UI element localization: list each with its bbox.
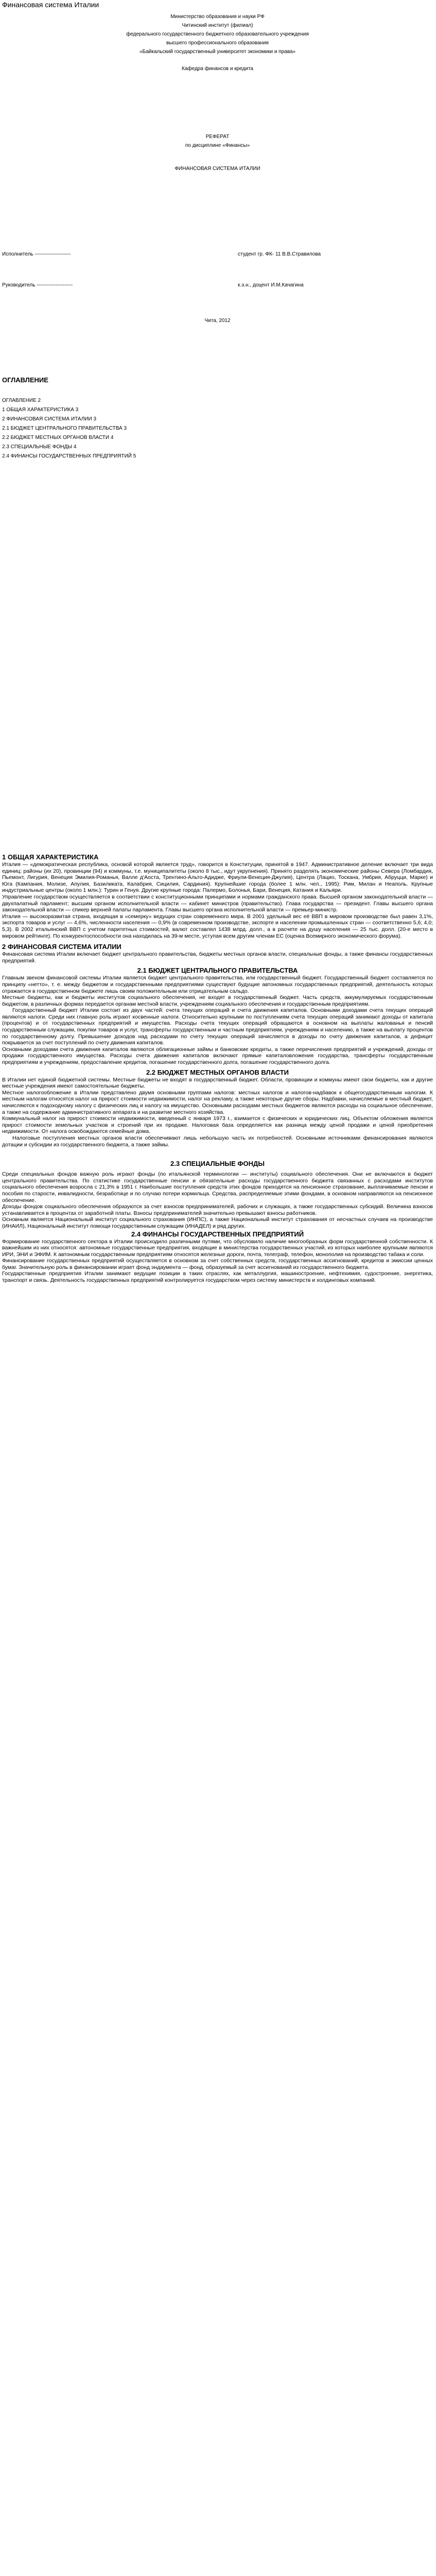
toc-header: ОГЛАВЛЕНИЕ — [2, 376, 48, 384]
section-local-budgets — [2, 1068, 433, 1148]
paragraph: Финансовая система Италии включает бюджет центрального правительства, бюджеты местных органов власти, специальные фонды, а также финансы государственных предприятий. — [2, 951, 433, 964]
section-special-funds — [2, 1159, 433, 1229]
subsection-heading: 2.2 БЮДЖЕТ МЕСТНЫХ ОРГАНОВ ВЛАСТИ — [146, 1068, 289, 1076]
paragraph: Доходы фондов социального обеспечения образуются за счет взносов предпринимателей, рабочих и служащих, а также государственных субсидий. Величина взносов устанавливается в процентах от заработной платы. Взносы предпринимателей значительно превышают взносы работников. — [2, 1204, 433, 1216]
paragraph: Налоговые поступления местных органов власти обеспечивают лишь небольшую часть их потребностей. Основными источниками финансирования являются дотации и субсидии из государственного бюджета, а также займы. — [2, 1134, 433, 1148]
doc-type: РЕФЕРАТ — [205, 134, 230, 140]
paragraph: Италия — высокоразвитая страна, входящая в «семерку» ведущих стран современного мира. В 2001 удельный вес её ВВП в мировом производстве был равен 3,1%, экспорта товаров и услуг — 4,6%, численности населения — 0,9% (в современном производстве, экспорте и населении промышленных стран — соответственно 5,6; 4,0; 5,3). В 2002 итальянский ВВП с учетом паритетных стоимостей, валют составлял 1438 млрд. долл., а в расчете на душу населения — 25 тыс. долл. (20-е место в мировом рейтинге). По конкурентоспособности она находилась на 39-м месте, уступая всем другим членам ЕС (оценка Всемирного экономического форума). — [2, 913, 433, 939]
performer-row — [2, 250, 433, 259]
table-of-contents — [2, 376, 433, 461]
agency-line: федерального государственного бюджетного образовательного учреждения — [126, 31, 309, 37]
toc-item[interactable]: 2.3 СПЕЦИАЛЬНЫЕ ФОНДЫ 4 — [2, 444, 77, 450]
toc-item[interactable]: ОГЛАВЛЕНИЕ 2 — [2, 398, 41, 403]
paragraph: Среди специальных фондов важную роль играют фонды (по итальянской терминологии — институты) социального обеспечения. Они не включаются в бюджет центрального правительства. По статистике государственные пенсии и обязательные расходы государственного бюджета связанных с расходами институтов социального обеспечения возросла с 21,3% в 1951 г. Наибольшие поступления средств этих фондов приходятся на пенсионное страхование, выплачиваемые пенсии и пособия по старости, инвалидности, безработице и по случаю потери кормильца. Средства, распределяемые этими фондами, в основном направляются на пенсионное обеспечение. — [2, 1171, 433, 1204]
city-year: Чита, 2012 — [204, 318, 231, 324]
paragraph: Коммунальный налог на прирост стоимости недвижимости, введенный с января 1973 г., взимается с физических и юридических лиц. Объектом обложения является прирост стоимости земельных участков и строений при их продаже. Налоговая база определяется как разница между ценой продажи и ценой приобретения недвижимости. От налога освобождаются семейные дома. — [2, 1115, 433, 1135]
paragraph: В Италии нет единой бюджетной системы. Местные бюджеты не входят в государственный бюджет. Области, провинции и коммуны имеют свои бюджеты, как и другие местные учреждения имеют самостоятельные бюджеты. — [2, 1076, 433, 1090]
section-heading: 2 ФИНАНСОВАЯ СИСТЕМА ИТАЛИИ — [2, 943, 121, 951]
toc-item[interactable]: 2 ФИНАНСОВАЯ СИСТЕМА ИТАЛИИ 3 — [2, 416, 97, 422]
section-central-budget — [2, 966, 433, 1065]
paragraph: Государственные предприятия Италии занимают ведущие позиции в таких отраслях, как металлургия, машиностроение, нефтехимия, судостроение, энергетика, транспорт и связь. Деятельность государственных предприятий контролируется государством через систему министерств и холдинговых компаний. — [2, 1270, 433, 1284]
subsection-heading: 2.4 ФИНАНСЫ ГОСУДАРСТВЕННЫХ ПРЕДПРИЯТИЙ — [131, 1230, 304, 1238]
document-page — [0, 0, 436, 1284]
title-page — [2, 9, 433, 325]
toc-item[interactable]: 2.4 ФИНАНСЫ ГОСУДАРСТВЕННЫХ ПРЕДПРИЯТИЙ 5 — [2, 453, 136, 459]
paragraph: Главным звеном финансовой системы Италии является бюджет центрального правительства, или государственный бюджет. Государственный бюджет составляется по принципу «нетто», т. е. между бюджетом и государственными предприятиями существуют будущие автономных государственных предприятий, деятельность которых отражается в государственном бюджете лишь своим положительным или отрицательным сальдо. — [2, 975, 433, 994]
paragraph: Италия — «демократическая республика, основой которой является труд», говорится в Конституции, принятой в 1947. Административное деление включает три вида единиц: районы (их 20), провинции (94) и коммуны, т.е. муниципалитеты (около 8 тыс., идут укрупнения). Принято разделять экономические районы Севера (Ломбардия, Пьемонт, Лигурия, Венеция Эмилия-Романья, Валле д'Аоста, Трентино-Альто-Адидже, Фриули-Венеция-Джулия), Центра (Лацио, Тоскана, Умбрия, Абруцци, Марке) и Юга (Кампания, Молизе, Апулия, Базиликата, Калабрия, Сицилия, Сардиния). Крупнейшие города (более 1 млн. чел., 1995): Рим, Милан и Неаполь. Крупные индустриальные центры (около 1 млн.): Турин и Генуя. Другие крупные города: Палермо, Болонья, Бари, Венеция, Катания и Кальяри. — [2, 861, 433, 894]
section-general — [2, 853, 433, 939]
supervisor-row — [2, 281, 433, 290]
paragraph: Местные бюджеты, как и бюджеты институтов социального обеспечения, не входят в государственный бюджет. Часть средств, аккумулируемых государственным бюджетом, в различных формах передается органам местной власти, учреждениям социального обеспечения и государственным предприятиям. — [2, 994, 433, 1007]
section-financial-system — [2, 942, 433, 964]
toc-item[interactable]: 2.2 БЮДЖЕТ МЕСТНЫХ ОРГАНОВ ВЛАСТИ 4 — [2, 435, 114, 440]
discipline-line: по дисциплине «Финансы» — [185, 143, 250, 148]
paragraph: Управление государством осуществляется в соответствии с конституционными принципами и нормами гражданского права. Высшей органом законодательной власти — двухпалатный парламент; высшим органом исполнительной власти — кабинет министров (правительство). Глава государства — президент. Главы высшего органа законодательной власти — спикер верхней палаты парламента. Главы высшего органа исполнительной власти — премьер-министр. — [2, 893, 433, 913]
university-line: «Байкальский государственный университет экономики и права» — [139, 49, 296, 55]
paragraph: Финансирование государственных предприятий осуществляется в основном за счет собственных средств, государственных ассигнований, кредитов и эмиссии ценных бумаг. Значительную роль в финансировании играет фонд эндаумента — фонд, образуемый за счет ассигнований из государственного бюджета. — [2, 1258, 433, 1270]
institute-line: Читинский институт (филиал) — [182, 23, 253, 28]
toc-item[interactable]: 1 ОБЩАЯ ХАРАКТЕРИСТИКА 3 — [2, 407, 79, 413]
subsection-heading: 2.3 СПЕЦИАЛЬНЫЕ ФОНДЫ — [170, 1160, 265, 1168]
paragraph: Государственный бюджет Италии состоит из двух частей: счета текущих операций и счета движения капиталов. Основными доходами счета текущих операций являются налоги. Среди них главную роль играют косвенные налоги. Относительно крупными по поступлениям счета текущих операций занимают доходы от капитала (процентов) и от государственных предприятий и имущества. Расходы счета текущих операций обращаются в основном на выплаты жалованья и пенсий государственным служащим, покупки товаров и услуг, трансферты государственным и частным предприятиям, учреждениям и населению, а также на выплату процентов по государственному долгу. Превышение доходов над расходами по счету текущих операций зачисляется в доходы по счету движения капиталов, а дефицит покрывается за счет поступлений по счету движения капиталов. — [2, 1007, 433, 1046]
paragraph: Местное налогообложение в Италии представлено двумя основными группами налогов: местных налогов и налогов-надбавок к общегосударственным налогам. К местным налогам относятся налог на прирост стоимости недвижимости, налог на рекламу, а также некоторые другие сборы. Надбавки, начисляемые в местный бюджет, начисляются к подоходному налогу с физических лиц и налогу на имущество. Основными расходами местных бюджетов являются расходы на социальное обеспечение, а также на содержание административного аппарата и на развитие местного хозяйства. — [2, 1089, 433, 1115]
toc-item[interactable]: 2.1 БЮДЖЕТ ЦЕНТРАЛЬНОГО ПРАВИТЕЛЬСТВА 3 — [2, 426, 127, 431]
subsection-heading: 2.1 БЮДЖЕТ ЦЕНТРАЛЬНОГО ПРАВИТЕЛЬСТВА — [137, 967, 298, 975]
topic-line: ФИНАНСОВАЯ СИСТЕМА ИТАЛИИ — [175, 166, 260, 172]
paragraph: Основным является Национальный институт социального страхования (ИНПС), а также Национальный институт страхования от несчастных случаев на производстве (ИНАИЛ), Национальный институт помощи государственным служащим (ИНАДЕЛ) и ряд других. — [2, 1216, 433, 1229]
paragraph: Основными доходами счета движения капиталов являются облигационные займы и банковские кредиты, а также перечисления предприятий и учреждений, доходы от продажи государственного имущества. Расходы счета движения капиталов включают прямые капиталовложения государства, трансферты государственным предприятиям и учреждениям, предоставление кредитов, погашение государственного долга, погашение государственного долга. — [2, 1046, 433, 1066]
department-line: Кафедра финансов и кредита — [182, 66, 253, 72]
site-title: Финансовая система Италии — [2, 1, 99, 9]
section-heading: 1 ОБЩАЯ ХАРАКТЕРИСТИКА — [2, 853, 99, 861]
ministry-line: Министерство образования и науки РФ — [170, 14, 265, 20]
performer-label: Исполнитель --------------------- — [2, 251, 71, 257]
section-state-enterprises — [2, 1230, 433, 1284]
performer-value: студент гр. ФК- 11 В.В.Стравилова — [238, 251, 321, 257]
supervisor-label: Руководитель --------------------- — [2, 282, 73, 288]
paragraph: Формирование государственного сектора в Италии происходило различными путями, что обусловило наличие многообразных форм государственной собственности. К важнейшим из них относятся: автономные государственные предприятия, входящие в министерства государственных участий, из которых наиболее крупными являются ИРИ, ЭНИ и ЭФИМ. К автономным государственным предприятиям относятся железные дороги, почта, телеграф, телефон, монополия на производство табака и соли. — [2, 1238, 433, 1258]
supervisor-value: к.э.н., доцент И.М.Качагина — [238, 282, 304, 288]
level-line: высшего профессионального образования — [166, 40, 269, 46]
